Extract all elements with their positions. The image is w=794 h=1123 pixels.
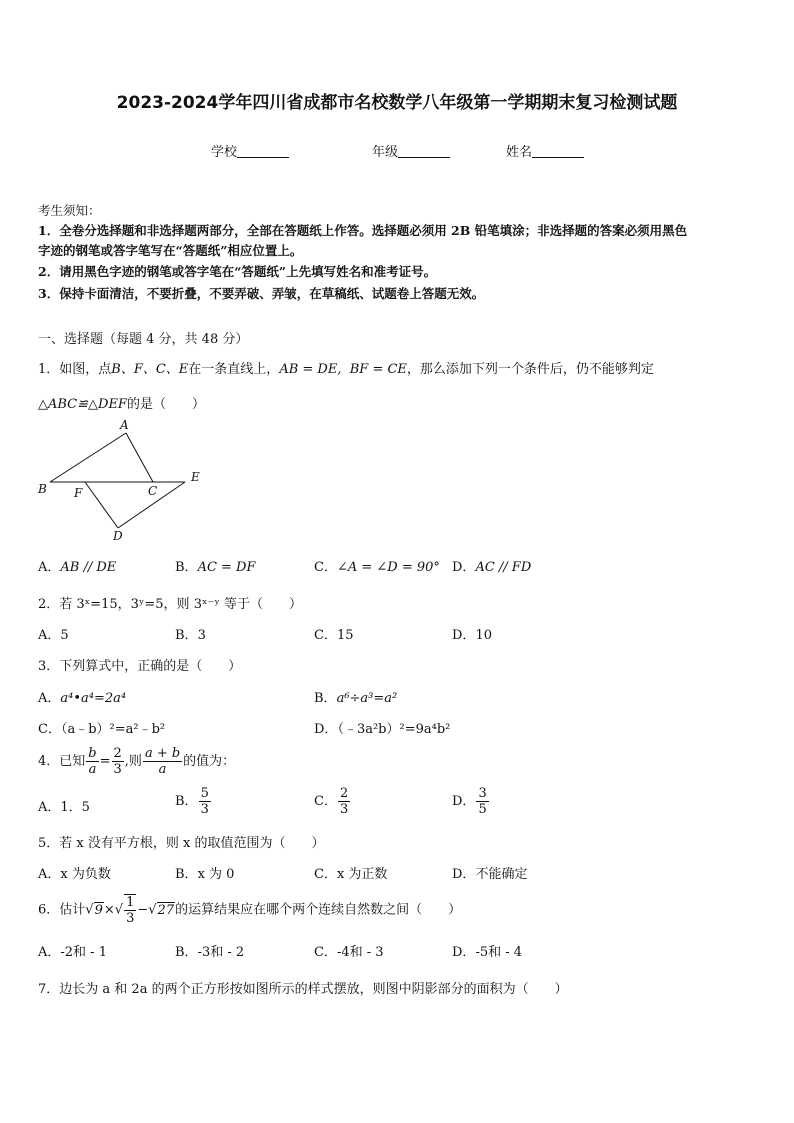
option-fraction xyxy=(199,786,211,817)
q6-minus: − xyxy=(137,902,149,918)
option-text: 3 xyxy=(197,628,206,643)
sqrt-icon: √ xyxy=(85,902,94,918)
q6-text-a: 6．估计 xyxy=(38,902,86,918)
q2-option-c[interactable] xyxy=(314,624,354,643)
option-text: x 为正数 xyxy=(336,867,388,882)
option-letter: A． xyxy=(38,800,61,815)
label-C: C xyxy=(148,484,158,498)
q1-text-d: 的是（ ） xyxy=(126,397,205,412)
frac-denominator: a xyxy=(158,762,167,777)
q3-option-a[interactable] xyxy=(38,687,126,706)
notice-item: 字迹的钢笔或答字笔写在“答题纸”相应位置上。 xyxy=(38,243,303,258)
q6-radicand-2: 27 xyxy=(157,902,175,918)
q5-option-c[interactable] xyxy=(314,863,387,882)
option-letter: C． xyxy=(314,560,337,575)
q6-radicand-1: 9 xyxy=(94,902,103,918)
q3-option-b[interactable] xyxy=(314,687,397,706)
q6-option-d[interactable] xyxy=(452,941,522,960)
school-blank xyxy=(237,145,289,158)
option-text: 1．5 xyxy=(60,800,90,815)
label-B: B xyxy=(38,482,47,496)
q6-option-c[interactable] xyxy=(314,941,384,960)
option-letter: B． xyxy=(175,945,198,960)
q4-option-d[interactable] xyxy=(452,786,490,817)
question-2-stem: 2．若 3ˣ=15，3ʸ=5，则 3ˣ⁻ʸ 等于（ ） xyxy=(38,597,302,612)
option-text: 15 xyxy=(336,628,354,643)
option-letter: A． xyxy=(38,867,61,882)
option-fraction xyxy=(338,786,350,817)
option-letter: C． xyxy=(314,794,337,809)
name-label: 姓名 xyxy=(506,145,533,160)
q6-option-b[interactable] xyxy=(175,941,244,960)
sqrt-icon: √ xyxy=(114,902,124,918)
line-AC xyxy=(126,433,153,482)
frac-denominator: 3 xyxy=(126,911,135,926)
q5-option-b[interactable] xyxy=(175,863,234,882)
q1-text-b: 在一条直线上， xyxy=(188,362,280,377)
notice-item: 3．保持卡面清洁，不要折叠，不要弄破、弄皱，在草稿纸、试题卷上答题无效。 xyxy=(38,286,485,301)
q6-times: × xyxy=(103,902,115,918)
q3-option-d[interactable] xyxy=(314,718,450,737)
option-text: x 为 0 xyxy=(197,867,235,882)
name-blank xyxy=(532,145,584,158)
grade-blank xyxy=(398,145,450,158)
q4-frac-b-over-a xyxy=(86,746,98,777)
notice-item: 2．请用黑色字迹的钢笔或答字笔在“答题纸”上先填写姓名和准考证号。 xyxy=(38,264,437,279)
label-F: F xyxy=(74,486,83,500)
frac-denominator: 3 xyxy=(339,802,349,817)
frac-numerator: 2 xyxy=(339,786,349,801)
question-1-stem xyxy=(38,358,654,377)
option-text: a⁶÷a³=a² xyxy=(336,691,398,706)
frac-numerator: 5 xyxy=(200,786,209,801)
q5-option-d[interactable] xyxy=(452,863,527,882)
option-letter: A． xyxy=(38,560,61,575)
option-text: ∠A = ∠D = 90° xyxy=(336,560,440,575)
q4-text-a: 4．已知 xyxy=(38,754,86,769)
option-text: x 为负数 xyxy=(60,867,111,882)
q5-option-a[interactable] xyxy=(38,863,111,882)
q4-eq: = xyxy=(99,754,111,769)
option-text: AC // FD xyxy=(475,560,532,575)
q1-cond1: AB = DE, xyxy=(279,362,342,377)
q1-text-c: ，那么添加下列一个条件后，仍不能够判定 xyxy=(406,362,654,377)
q1-text-a: 1．如图，点 xyxy=(38,362,112,377)
frac-denominator: 5 xyxy=(478,802,487,817)
frac-denominator: 3 xyxy=(200,802,209,817)
option-letter: C． xyxy=(38,722,61,737)
q4-option-b[interactable] xyxy=(175,786,212,817)
grade-label: 年级 xyxy=(372,145,399,160)
option-letter: D． xyxy=(452,867,476,882)
q4-option-c[interactable] xyxy=(314,786,351,817)
notice-heading: 考生须知： xyxy=(38,203,101,218)
frac-denominator: 3 xyxy=(113,762,122,777)
q1-option-b[interactable] xyxy=(175,556,256,575)
option-letter: D． xyxy=(452,794,476,809)
option-letter: A． xyxy=(38,691,61,706)
option-letter: C． xyxy=(314,867,337,882)
question-1-line2 xyxy=(38,393,205,412)
option-letter: D． xyxy=(452,560,476,575)
question-3-stem: 3．下列算式中，正确的是（ ） xyxy=(38,659,242,674)
notice-item: 1．全卷分选择题和非选择题两部分，全部在答题纸上作答。选择题必须用 2B 铅笔填涂；非选择题的答案必须用黑色 xyxy=(38,223,688,238)
option-letter: D． xyxy=(452,628,476,643)
option-letter: C． xyxy=(314,945,337,960)
q1-option-d[interactable] xyxy=(452,556,531,575)
option-text: 5 xyxy=(60,628,69,643)
q1-option-c[interactable] xyxy=(314,556,440,575)
line-BA xyxy=(50,433,126,482)
option-letter: D． xyxy=(452,945,476,960)
option-text: -3和 - 2 xyxy=(197,945,245,960)
label-A: A xyxy=(120,418,129,432)
q1-option-a[interactable] xyxy=(38,556,116,575)
option-letter: B． xyxy=(175,628,198,643)
q4-text-c: 的值为： xyxy=(183,754,236,769)
option-text: -2和 - 1 xyxy=(60,945,107,960)
option-text: 不能确定 xyxy=(475,867,528,882)
option-letter: C． xyxy=(314,628,337,643)
name-field xyxy=(506,141,584,160)
option-fraction xyxy=(476,786,488,817)
label-E: E xyxy=(191,470,200,484)
frac-numerator: 1 xyxy=(126,895,135,910)
option-letter: A． xyxy=(38,945,61,960)
option-text: -5和 - 4 xyxy=(475,945,523,960)
option-text: a⁴•a⁴=2a⁴ xyxy=(60,691,127,706)
frac-numerator: b xyxy=(88,746,97,761)
q2-option-b[interactable] xyxy=(175,624,206,643)
q6-option-a[interactable] xyxy=(38,941,107,960)
option-text: 10 xyxy=(475,628,492,643)
question-5-stem: 5．若 x 没有平方根，则 x 的取值范围为（ ） xyxy=(38,836,325,851)
option-text: （a﹣b）²=a²﹣b² xyxy=(60,722,166,737)
frac-numerator: 2 xyxy=(113,746,122,761)
option-letter: B． xyxy=(175,560,198,575)
option-letter: D． xyxy=(314,722,338,737)
option-letter: A． xyxy=(38,628,61,643)
option-letter: B． xyxy=(175,867,198,882)
frac-numerator: a + b xyxy=(144,746,181,761)
school-label: 学校 xyxy=(211,145,238,160)
option-letter: B． xyxy=(314,691,337,706)
q3-option-c[interactable] xyxy=(38,718,165,737)
option-text: AB // DE xyxy=(60,560,117,575)
option-text: （﹣3a²b）²=9a⁴b² xyxy=(337,722,451,737)
q2-option-d[interactable] xyxy=(452,624,492,643)
q4-option-a[interactable] xyxy=(38,796,90,815)
question-6-stem xyxy=(38,894,461,926)
frac-numerator: 3 xyxy=(478,786,487,801)
frac-denominator: a xyxy=(88,762,97,777)
question-7-stem: 7．边长为 a 和 2a 的两个正方形按如图所示的样式摆放，则图中阴影部分的面积为（ ） xyxy=(38,982,568,997)
q6-frac-1-over-3 xyxy=(124,894,136,926)
q1-congruence: △ABC≌△DEF xyxy=(38,397,127,412)
option-text: -4和 - 3 xyxy=(336,945,384,960)
q4-frac-2-over-3 xyxy=(112,746,124,777)
q1-cond2: BF = CE xyxy=(349,362,407,377)
section-title: 一、选择题（每题 4 分，共 48 分） xyxy=(38,332,249,347)
school-field xyxy=(211,141,289,160)
grade-field xyxy=(372,141,450,160)
q2-option-a[interactable] xyxy=(38,624,69,643)
exam-title: 2023-2024学年四川省成都市名校数学八年级第一学期期末复习检测试题 xyxy=(116,93,678,113)
sqrt-icon: √ xyxy=(148,902,157,918)
q4-text-b: ,则 xyxy=(124,754,142,769)
q1-points: B、F、C、E xyxy=(111,362,189,377)
option-text: AC = DF xyxy=(197,560,256,575)
question-4-stem xyxy=(38,746,235,777)
line-FD xyxy=(85,482,118,528)
q6-text-b: 的运算结果应在哪个两个连续自然数之间（ ） xyxy=(175,902,462,918)
q4-frac-apb-over-a xyxy=(143,746,182,777)
label-D: D xyxy=(113,529,123,543)
option-letter: B． xyxy=(175,794,198,809)
